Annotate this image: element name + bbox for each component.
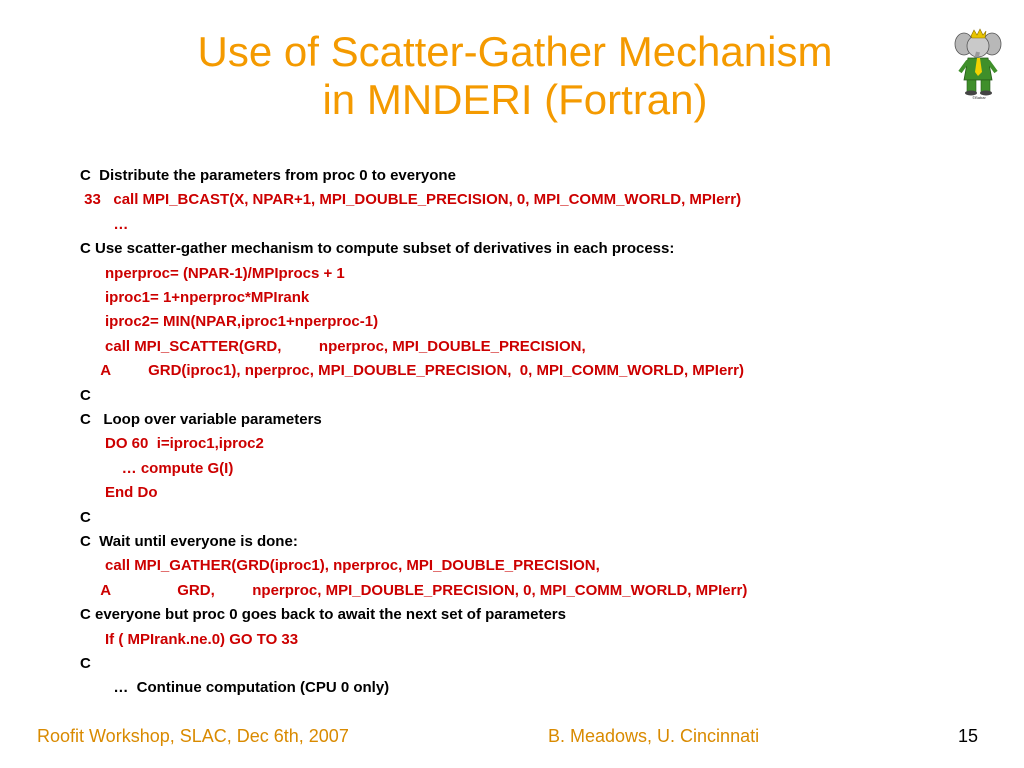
code-line: call MPI_SCATTER(GRD, nperproc, MPI_DOUBLE_PRECISION,: [80, 337, 586, 355]
footer-author: B. Meadows, U. Cincinnati: [548, 726, 760, 746]
code-line: C Loop over variable parameters: [80, 411, 322, 428]
code-line: C everyone but proc 0 goes back to await the next set of parameters: [80, 606, 566, 624]
footer-workshop: Roofit Workshop, SLAC, Dec 6th, 2007: [37, 726, 349, 746]
code-line: C: [80, 508, 91, 526]
code-line: If ( MPIrank.ne.0) GO TO 33: [80, 630, 299, 648]
code-line: End Do: [80, 484, 158, 502]
code-line: C Wait until everyone is done:: [80, 533, 298, 550]
code-line: iproc2= MIN(NPAR,iproc1+nperproc-1): [80, 313, 379, 331]
elephant-icon: [950, 28, 1008, 100]
code-line: call MPI_GATHER(GRD(iproc1), nperproc, MPI_DOUBLE_PRECISION,: [80, 557, 600, 575]
code-line: C: [80, 386, 91, 404]
page-number: 15: [958, 726, 979, 746]
code-line: … compute G(I): [80, 459, 234, 477]
code-line: …: [80, 215, 129, 233]
slide-title: [100, 28, 930, 124]
code-line: … Continue computation (CPU 0 only): [80, 679, 390, 697]
code-line: iproc1= 1+nperproc*MPIrank: [80, 289, 310, 306]
logo-caption: ©Babar: [972, 95, 986, 100]
code-line: C: [80, 655, 91, 672]
code-line: A GRD, nperproc, MPI_DOUBLE_PRECISION, 0, MPI_COMM_WORLD, MPIerr): [80, 581, 748, 599]
babar-elephant-logo: [950, 28, 1008, 100]
slide-title-line1: Use of Scatter-Gather Mechanism: [197, 28, 833, 75]
code-line: nperproc= (NPAR-1)/MPIprocs + 1: [80, 264, 345, 282]
code-line: DO 60 i=iproc1,iproc2: [80, 435, 264, 453]
slide-title-line2: in MNDERI (Fortran): [322, 76, 708, 123]
code-line: C Distribute the parameters from proc 0 to everyone: [80, 167, 456, 184]
code-line: C Use scatter-gather mechanism to compute subset of derivatives in each process:: [80, 240, 675, 258]
code-line: 33 call MPI_BCAST(X, NPAR+1, MPI_DOUBLE_PRECISION, 0, MPI_COMM_WORLD, MPIerr): [80, 191, 742, 209]
code-line: A GRD(iproc1), nperproc, MPI_DOUBLE_PRECISION, 0, MPI_COMM_WORLD, MPIerr): [80, 362, 744, 380]
